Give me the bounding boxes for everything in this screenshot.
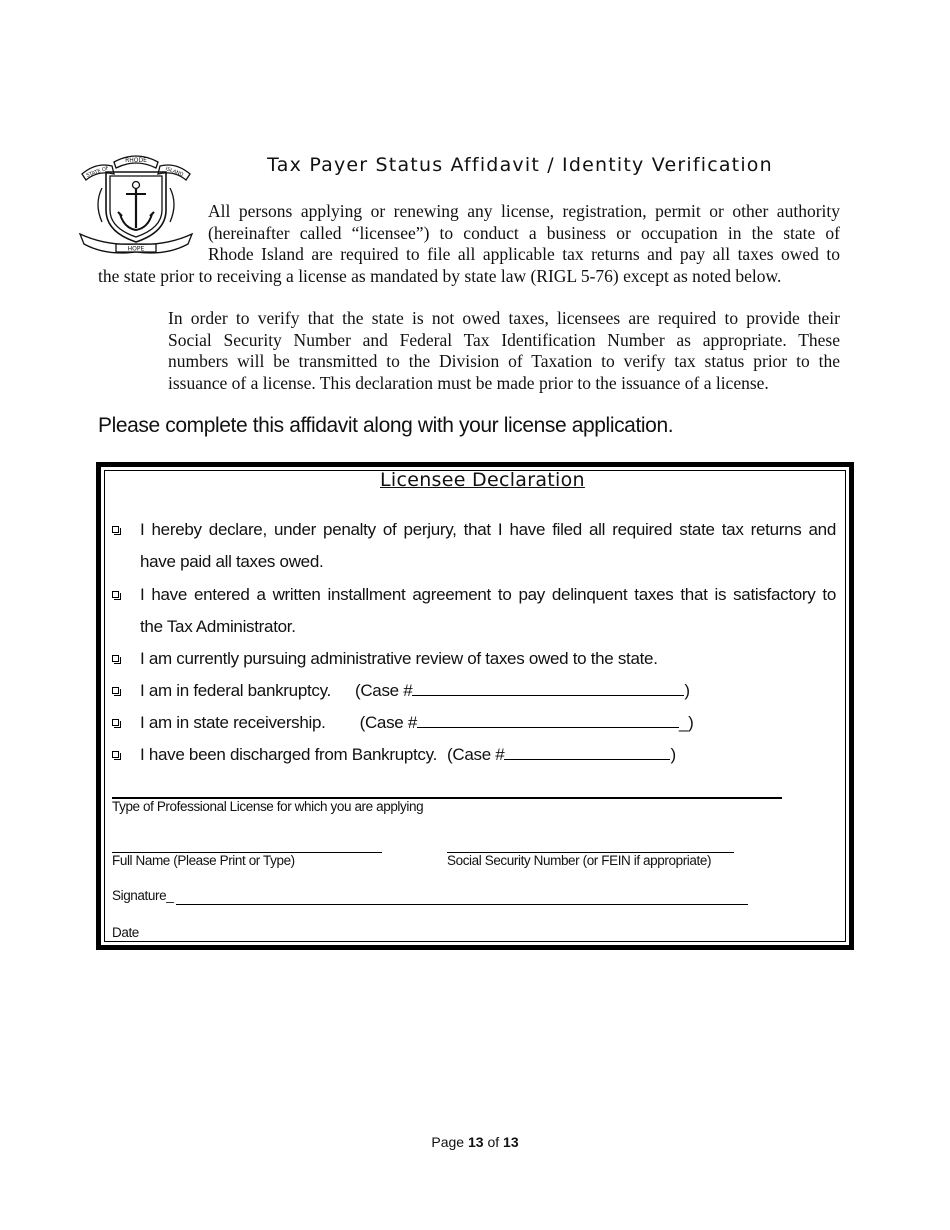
verification-line: numbers will be transmitted to the Division of Taxation to verify tax status prior to the: [168, 351, 840, 371]
full-name-label: Full Name (Please Print or Type): [112, 853, 295, 868]
signature-label: Signature_: [112, 888, 174, 903]
verification-line: issuance of a license. This declaration must be made prior to the issuance of a license.: [168, 372, 769, 393]
federal-case-number-field[interactable]: [412, 677, 684, 696]
total-page-number: 13: [503, 1134, 519, 1150]
intro-line: the state prior to receiving a license as mandated by state law (RIGL 5-76) except as noted below.: [98, 265, 782, 286]
case-prefix: (Case #: [354, 681, 413, 700]
item-text: [140, 739, 836, 771]
seal-left-text: STATE OF: [85, 165, 110, 179]
page-footer: [0, 1134, 950, 1150]
checkbox-review[interactable]: [112, 655, 119, 662]
checkbox-filed[interactable]: [112, 526, 119, 533]
item-label: I am in state receivership.: [140, 713, 326, 732]
item-text: I hereby declare, under penalty of perjury, that I have filed all required state tax returns and: [140, 520, 836, 539]
current-page-number: 13: [467, 1134, 484, 1150]
checkbox-state-receivership[interactable]: [112, 719, 119, 726]
intro-line: All persons applying or renewing any license, registration, permit or other authority: [208, 201, 840, 221]
verification-line: Social Security Number and Federal Tax Identification Number as appropriate. These: [168, 329, 840, 350]
instruction-text: Please complete this affidavit along with your license application.: [98, 414, 674, 437]
date-line[interactable]: [142, 941, 384, 942]
case-suffix: ): [684, 681, 690, 700]
receivership-case-number-field[interactable]: [417, 709, 679, 728]
checkbox-discharged[interactable]: [112, 751, 119, 758]
verification-paragraph: [168, 308, 840, 394]
checkbox-installment[interactable]: [112, 591, 119, 598]
declaration-item-state-receivership: [112, 707, 836, 739]
page-title: Tax Payer Status Affidavit / Identity Verification: [267, 154, 773, 176]
discharged-case-number-field[interactable]: [504, 741, 670, 760]
case-prefix: (Case #: [447, 745, 505, 764]
case-prefix: (Case #: [359, 713, 418, 732]
seal-bottom-text: HOPE: [127, 245, 145, 253]
item-text: I am currently pursuing administrative review of taxes owed to the state.: [140, 649, 658, 668]
intro-line: (hereinafter called “licensee”) to conduct a business or occupation in the state of: [208, 222, 840, 243]
intro-paragraph: [98, 201, 840, 287]
item-label: I have been discharged from Bankruptcy.: [140, 745, 437, 764]
checkbox-federal-bankruptcy[interactable]: [112, 687, 119, 694]
intro-line: Rhode Island are required to file all applicable tax returns and pay all taxes owed to: [208, 244, 840, 264]
declaration-item-federal-bankruptcy: [112, 675, 836, 707]
date-label: Date: [112, 925, 139, 940]
seal-top-text: RHODE: [125, 157, 147, 164]
declaration-item-discharged: [112, 739, 836, 771]
seal-right-text: ISLAND: [164, 166, 185, 179]
declaration-item-filed: [112, 514, 836, 578]
declaration-item-review: [112, 643, 836, 675]
declaration-title: Licensee Declaration: [380, 469, 585, 491]
case-suffix: _): [679, 713, 694, 732]
item-text: have paid all taxes owed.: [140, 552, 324, 571]
item-label: I am in federal bankruptcy.: [140, 681, 331, 700]
signature-line[interactable]: [176, 904, 748, 905]
page-word: Page: [431, 1134, 465, 1150]
case-suffix: ): [670, 745, 676, 764]
item-text: [140, 707, 836, 739]
license-type-label: Type of Professional License for which you are applying: [112, 799, 424, 814]
declaration-item-installment: [112, 579, 836, 643]
ssn-label: Social Security Number (or FEIN if appropriate): [447, 853, 712, 868]
item-text: the Tax Administrator.: [140, 617, 296, 636]
of-word: of: [487, 1134, 500, 1150]
verification-line: In order to verify that the state is not owed taxes, licensees are required to provide their: [168, 308, 840, 328]
item-text: [140, 675, 836, 707]
item-text: I have entered a written installment agreement to pay delinquent taxes that is satisfactory to: [140, 585, 836, 604]
